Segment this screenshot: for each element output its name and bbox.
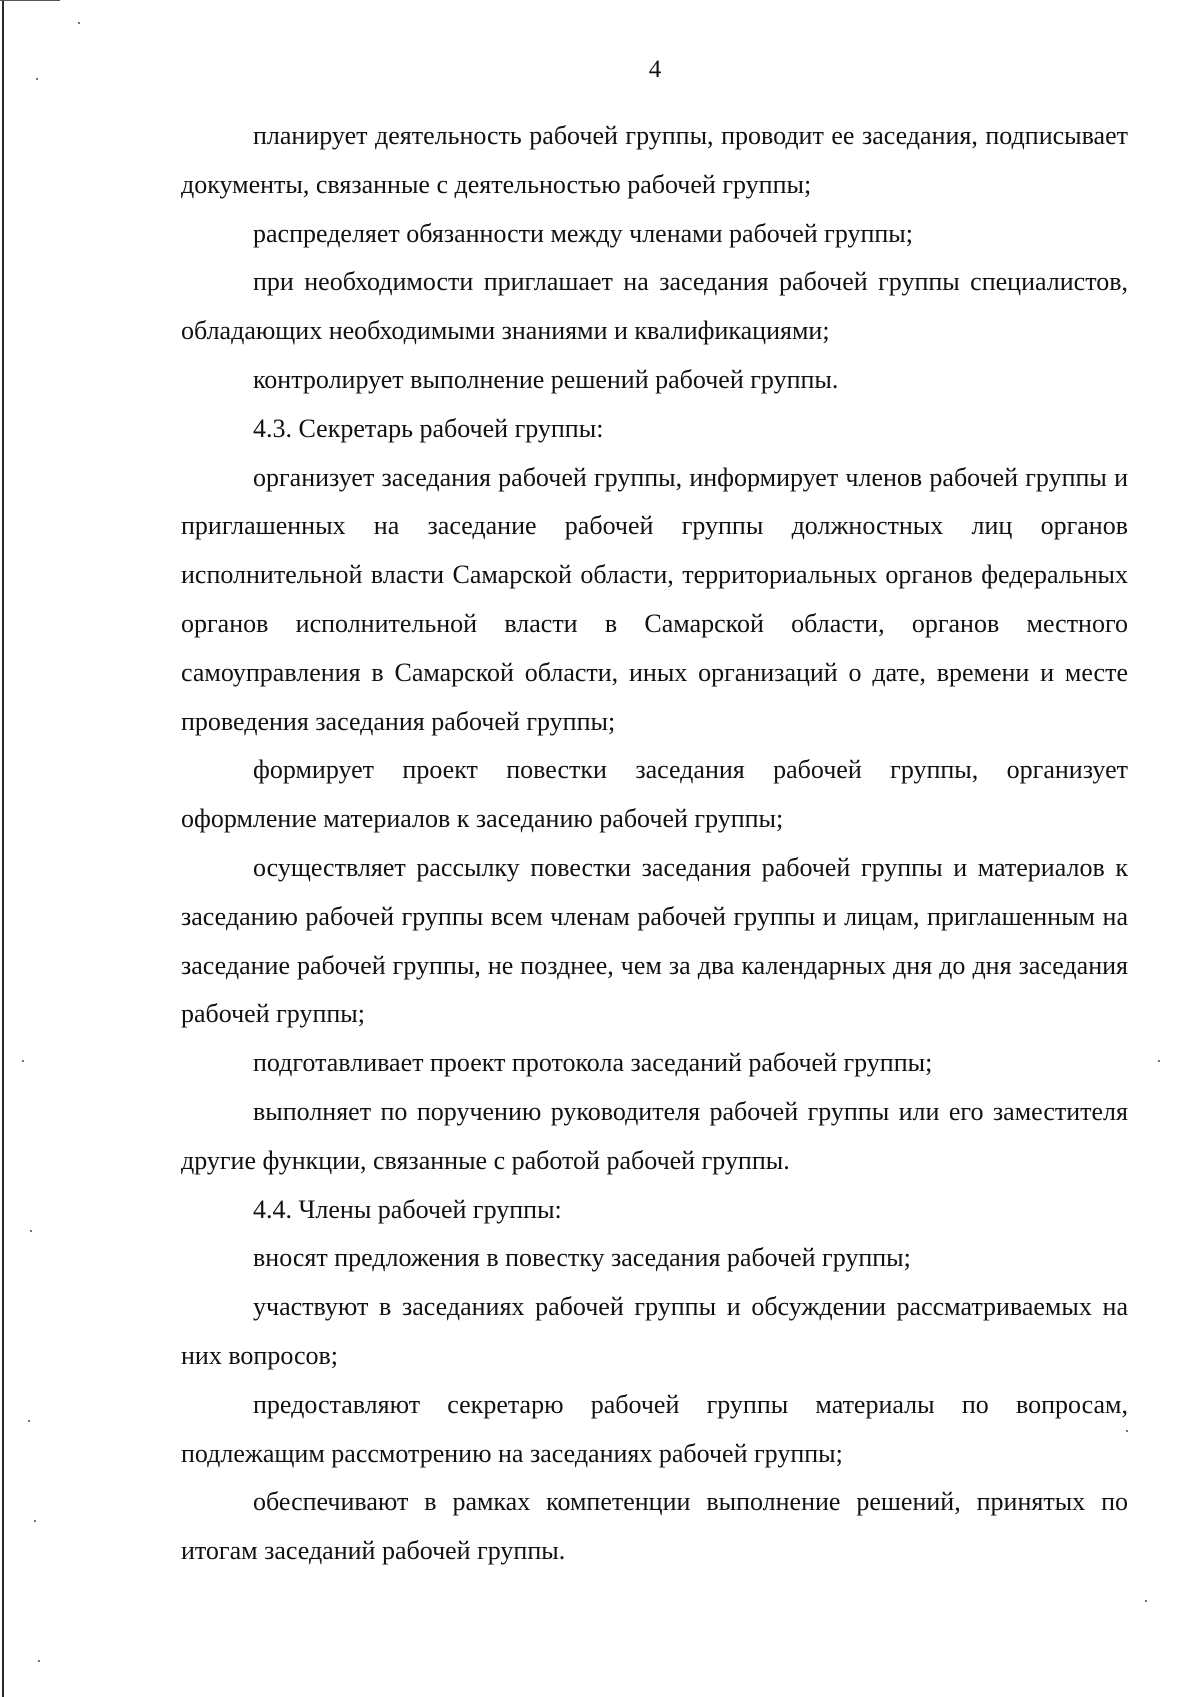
scan-left-border [2,0,4,1697]
paragraph: контролирует выполнение решений рабочей группы. [253,364,839,394]
section-heading: 4.3. Секретарь рабочей группы: [253,413,604,443]
paragraph: участвуют в заседаниях рабочей группы и обсуждении рассматриваемых на них вопросов; [181,1292,1128,1370]
paragraph: предоставляют секретарю рабочей группы материалы по вопросам, подлежащим рассмотрению на заседаниях рабочей группы; [181,1389,1128,1468]
section-heading: 4.4. Члены рабочей группы: [253,1194,562,1224]
paragraph: формирует проект повестки заседания рабочей группы, организует оформление материалов к заседанию рабочей группы; [181,755,1128,834]
paragraph: вносят предложения в повестку заседания рабочей группы; [253,1243,911,1273]
paragraph: планирует деятельность рабочей группы, проводит ее заседания, подписывает документы, связанные с деятельностью рабочей группы; [181,121,1128,199]
document-body [181,112,1128,1576]
paragraph: обеспечивают в рамках компетенции выполнение решений, принятых по итогам заседаний рабочей группы. [181,1487,1128,1566]
paragraph: организует заседания рабочей группы, информирует членов рабочей группы и приглашенных на заседание рабочей группы должностных лиц органов исполнительной власти Самарской области, территориальных органов федеральных органов исполнительной власти в Самарской области, органов местного самоуправления в Самарской области, иных организаций о дате, времени и месте проведения заседания рабочей группы; [181,462,1128,736]
paragraph: осуществляет рассылку повестки заседания рабочей группы и материалов к заседанию рабочей группы всем членам рабочей группы и лицам, приглашенным на заседание рабочей группы, не позднее, чем за два календарных дня до дня заседания рабочей группы; [181,852,1128,1029]
paragraph: при необходимости приглашает на заседания рабочей группы специалистов, обладающих необходимыми знаниями и квалификациями; [181,267,1128,346]
paragraph: выполняет по поручению руководителя рабочей группы или его заместителя другие функции, связанные с работой рабочей группы. [181,1096,1128,1175]
paragraph: распределяет обязанности между членами рабочей группы; [253,218,914,248]
paragraph: подготавливает проект протокола заседаний рабочей группы; [253,1048,933,1078]
scan-top-mark [0,0,60,1]
page-number: 4 [648,56,662,83]
